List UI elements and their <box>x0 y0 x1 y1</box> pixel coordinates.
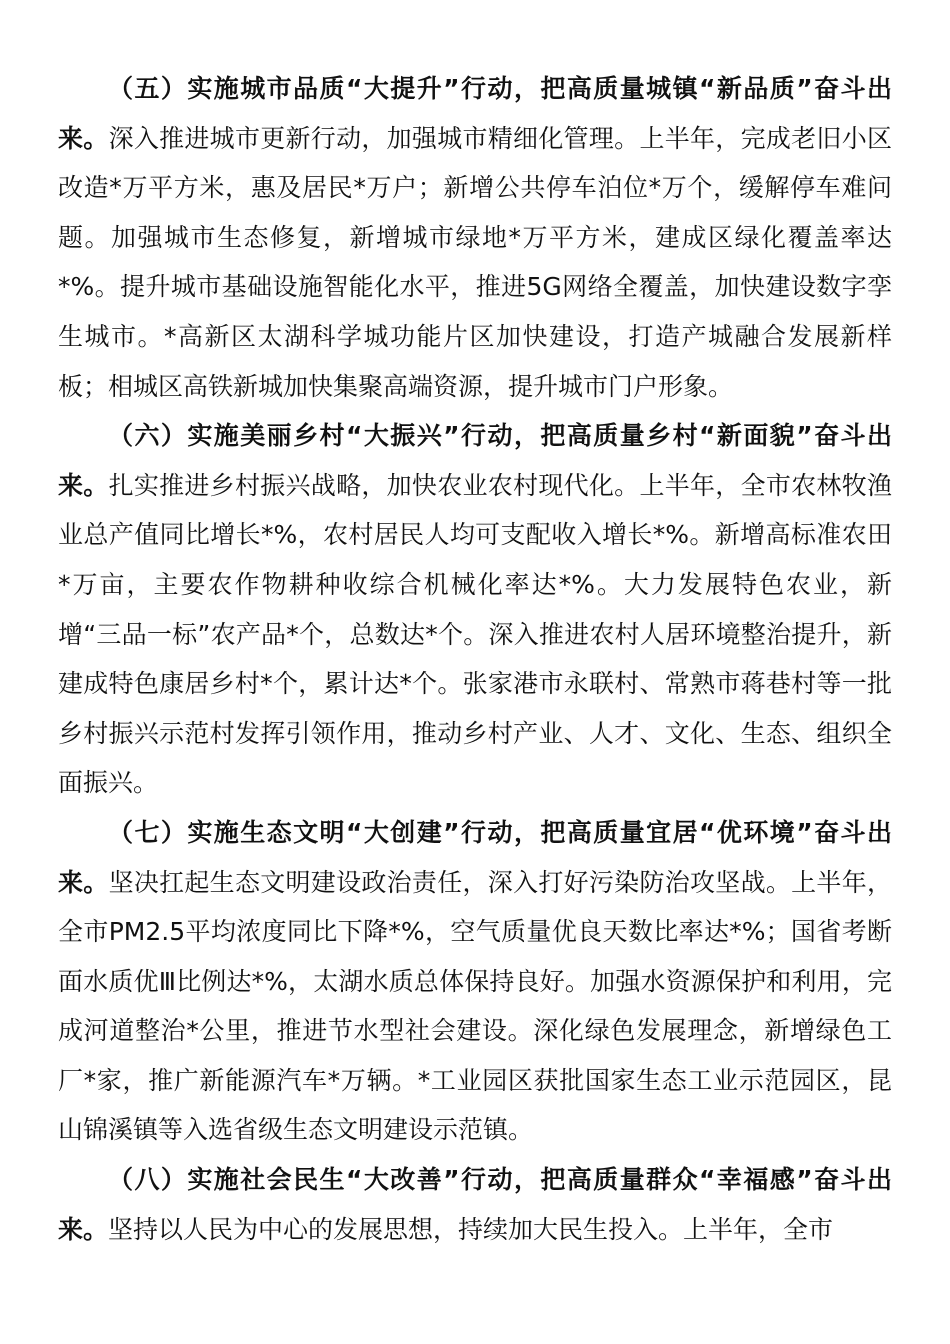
section-8-body: 坚持以人民为中心的发展思想，持续加大民生投入。上半年，全市 <box>108 1214 834 1244</box>
section-7-heading: （七）实施生态文明“大创建”行动，把高质量宜居“优环境”奋斗出来。 <box>58 817 892 897</box>
section-6-heading: （六）实施美丽乡村“大振兴”行动，把高质量乡村“新面貌”奋斗出来。 <box>58 421 892 500</box>
section-8-heading: （八）实施社会民生“大改善”行动，把高质量群众“幸福感”奋斗出来。 <box>58 1165 892 1244</box>
document-page <box>58 64 892 1254</box>
section-8 <box>58 1155 892 1254</box>
section-7 <box>58 808 892 1155</box>
section-6-body: 扎实推进乡村振兴战略，加快农业农村现代化。上半年，全市农林牧渔业总产值同比增长*%，农村居民人均可支配收入增长*%。新增高标准农田*万亩，主要农作物耕种收综合机械化率达*%。大力发展特色农业，新增“三品一标”农产品*个，总数达*个。深入推进农村人居环境整治提升，新建成特色康居乡村*个，累计达*个。张家港市永联村、常熟市蒋巷村等一批乡村振兴示范村发挥引领作用，推动乡村产业、人才、文化、生态、组织全面振兴。 <box>58 470 892 798</box>
section-5-body: 深入推进城市更新行动，加强城市精细化管理。上半年，完成老旧小区改造*万平方米，惠及居民*万户；新增公共停车泊位*万个，缓解停车难问题。加强城市生态修复，新增城市绿地*万平方米，建成区绿化覆盖率达*%。提升城市基础设施智能化水平，推进5G网络全覆盖，加快建设数字孪生城市。*高新区太湖科学城功能片区加快建设，打造产城融合发展新样板；相城区高铁新城加快集聚高端资源，提升城市门户形象。 <box>58 123 892 401</box>
section-5 <box>58 64 892 411</box>
section-6 <box>58 411 892 808</box>
section-5-heading: （五）实施城市品质“大提升”行动，把高质量城镇“新品质”奋斗出来。 <box>58 74 892 153</box>
section-7-body: 坚决扛起生态文明建设政治责任，深入打好污染防治攻坚战。上半年，全市PM2.5平均浓度同比下降*%，空气质量优良天数比率达*%；国省考断面水质优Ⅲ比例达*%，太湖水质总体保持良好。加强水资源保护和利用，完成河道整治*公里，推进节水型社会建设。深化绿色发展理念，新增绿色工厂*家，推广新能源汽车*万辆。*工业园区获批国家生态工业示范园区，昆山锦溪镇等入选省级生态文明建设示范镇。 <box>58 867 892 1145</box>
